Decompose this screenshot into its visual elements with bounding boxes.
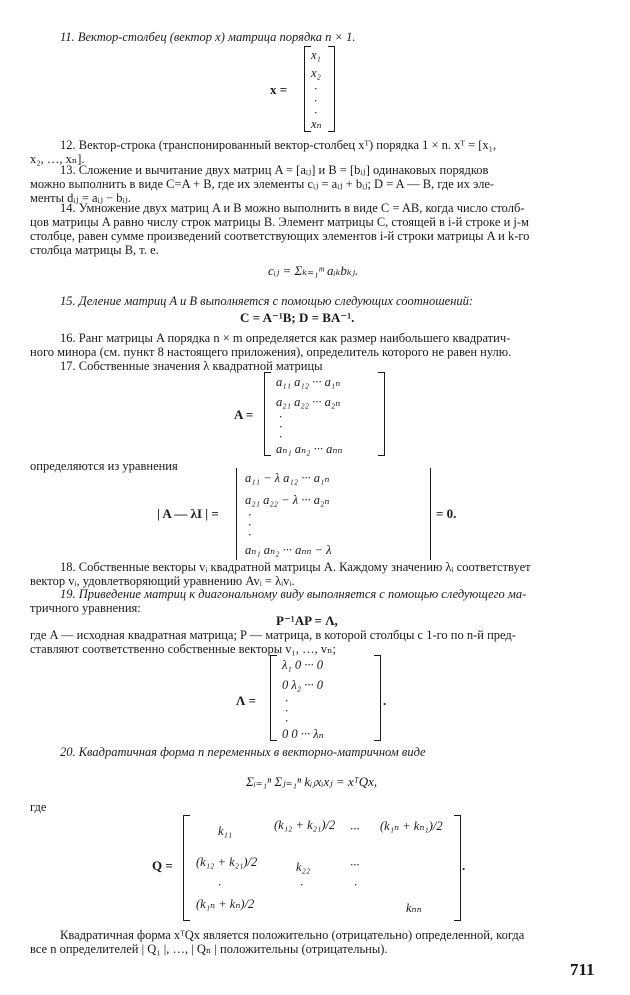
matrix-row: a₁₁ a₁₂ ··· a₁ₙ [276, 375, 341, 389]
Q-cell: (k₁₂ + k₂₁)/2 [196, 855, 258, 869]
det-row: · [248, 518, 252, 532]
item-20-Q-rhs: . [462, 858, 466, 873]
matrix-row: λ₁ 0 ··· 0 [282, 658, 324, 672]
item-17-A-lhs: A = [234, 407, 254, 422]
left-bracket [270, 655, 277, 741]
item-14-equation: cᵢⱼ = Σₖ₌₁ᵐ aᵢₖbₖⱼ. [268, 263, 359, 278]
item-18-line2: вектор vᵢ, удовлетворяющий уравнению Avᵢ = λᵢvᵢ. [30, 574, 295, 588]
vec-elem: · [314, 94, 318, 108]
det-bar-right [430, 468, 431, 560]
item-19-line4: ставляют соответственно собственные векторы v₁, …, vₙ; [30, 642, 337, 656]
Q-cell: k₂₂ [296, 860, 311, 874]
vec-elem: x₂ [311, 66, 321, 80]
final-line1: Квадратичная форма xᵀQx является положительно (отрицательно) определенной, когда [60, 928, 525, 942]
Q-cell: (k₁ₙ + kₙ₁)/2 [380, 819, 443, 833]
item-20-Q-lhs: Q = [152, 858, 173, 873]
item-13-line2: можно выполнить в виде C=A + B, где их элементы cᵢⱼ = aᵢⱼ + bᵢⱼ; D = A — B, где их эле- [30, 177, 495, 191]
item-19-line1: 19. Приведение матриц к диагональному виду выполняется с помощью следующего ма- [60, 587, 527, 601]
det-row: · [248, 528, 252, 542]
item-17-line1: 17. Собственные значения λ квадратной матрицы [60, 359, 323, 373]
item-15-equation: C = A⁻¹B; D = BA⁻¹. [240, 310, 355, 325]
matrix-row: · [279, 420, 283, 434]
item-20-line1: 20. Квадратичная форма n переменных в векторно-матричном виде [60, 745, 426, 759]
matrix-row: · [279, 410, 283, 424]
item-15-line1: 15. Деление матриц A и B выполняется с помощью следующих соотношений: [60, 294, 474, 308]
item-12-line1: 12. Вектор-строка (транспонированный вектор-столбец xᵀ) порядка 1 × n. xᵀ = [x₁, [60, 138, 497, 152]
Q-cell: (k₁₂ + k₂₁)/2 [274, 818, 336, 832]
right-bracket [454, 815, 461, 921]
Q-cell: · [354, 878, 358, 892]
item-19-L-lhs: Λ = [236, 693, 256, 708]
det-row: · [248, 508, 252, 522]
item-14-line4: столбца матрицы B, т. е. [30, 243, 159, 257]
item-16-line2: ного минора (см. пункт 8 настоящего приложения), определитель которого не равен нулю. [30, 345, 512, 359]
item-20-line2: где [30, 800, 47, 814]
page-number: 711 [570, 960, 595, 979]
matrix-row: 0 0 ··· λₙ [282, 727, 324, 741]
item-11-eq-lhs: x = [270, 82, 288, 97]
item-19-line2: тричного уравнения: [30, 601, 141, 615]
item-18-line1: 18. Собственные векторы vᵢ квадратной матрицы A. Каждому значению λᵢ соответствует [60, 560, 531, 574]
det-row: aₙ₁ aₙ₂ ··· aₙₙ − λ [245, 543, 332, 557]
final-line2: все n определителей | Q₁ |, …, | Qₙ | положительны (отрицательны). [30, 942, 388, 956]
item-11-heading: 11. Вектор-столбец (вектор x) матрица порядка n × 1. [60, 30, 356, 44]
Q-cell: ··· [350, 858, 360, 872]
vec-elem: x₁ [311, 48, 321, 62]
det-row: a₂₁ a₂₂ − λ ··· a₂ₙ [245, 493, 330, 507]
vec-elem: xₙ [311, 117, 322, 131]
Q-cell: · [300, 878, 304, 892]
item-13-line1: 13. Сложение и вычитание двух матриц A = [aᵢⱼ] и B = [bᵢⱼ] одинаковых порядков [60, 163, 489, 177]
right-bracket [378, 372, 385, 456]
item-14-line2: цов матрицы A равно числу строк матрицы B. Элемент матрицы C, стоящей в i-й строке и j-м [30, 215, 529, 229]
Q-cell: ··· [350, 822, 360, 836]
matrix-row: a₂₁ a₂₂ ··· a₂ₙ [276, 395, 341, 409]
matrix-row: · [285, 694, 289, 708]
Q-cell: · [218, 878, 222, 892]
item-19-L-rhs: . [383, 693, 387, 708]
item-19-equation: P⁻¹AP = Λ, [276, 613, 338, 628]
left-bracket [304, 46, 311, 132]
Q-cell: (k₁ₙ + kₙ)/2 [196, 897, 255, 911]
det-row: a₁₁ − λ a₁₂ ··· a₁ₙ [245, 471, 330, 485]
item-17-det-lhs: | A — λI | = [157, 506, 219, 521]
right-bracket [328, 46, 335, 132]
item-13-line3: менты dᵢⱼ = aᵢⱼ − bᵢⱼ. [30, 191, 131, 205]
Q-cell: k₁₁ [218, 824, 233, 838]
right-bracket [374, 655, 381, 741]
item-14-line1: 14. Умножение двух матриц A и B можно выполнить в виде C = AB, когда число столб- [60, 201, 525, 215]
item-17-line2: определяются из уравнения [30, 459, 178, 473]
matrix-row: aₙ₁ aₙ₂ ··· aₙₙ [276, 442, 343, 456]
item-12-line2: x₂, …, xₙ]. [30, 152, 85, 166]
Q-cell: kₙₙ [406, 901, 422, 915]
matrix-row: 0 λ₂ ··· 0 [282, 678, 324, 692]
item-19-line3: где A — исходная квадратная матрица; P — матрица, в которой столбцы с 1-го по n-й пред- [30, 628, 516, 642]
matrix-row: · [285, 714, 289, 728]
vec-elem: · [314, 82, 318, 96]
matrix-row: · [285, 704, 289, 718]
item-14-line3: столбце, равен сумме произведений соответствующих элементов i-й строки матрицы A и k-го [30, 229, 530, 243]
vec-elem: · [314, 106, 318, 120]
det-bar-left [236, 468, 237, 560]
item-17-det-rhs: = 0. [436, 506, 457, 521]
matrix-row: · [279, 430, 283, 444]
item-20-equation: Σᵢ₌₁ⁿ Σⱼ₌₁ⁿ kᵢⱼxᵢxⱼ = xᵀQx, [246, 774, 378, 789]
item-16-line1: 16. Ранг матрицы A порядка n × m определяется как размер наибольшего квадратич- [60, 331, 511, 345]
left-bracket [264, 372, 271, 456]
left-bracket [183, 815, 190, 921]
